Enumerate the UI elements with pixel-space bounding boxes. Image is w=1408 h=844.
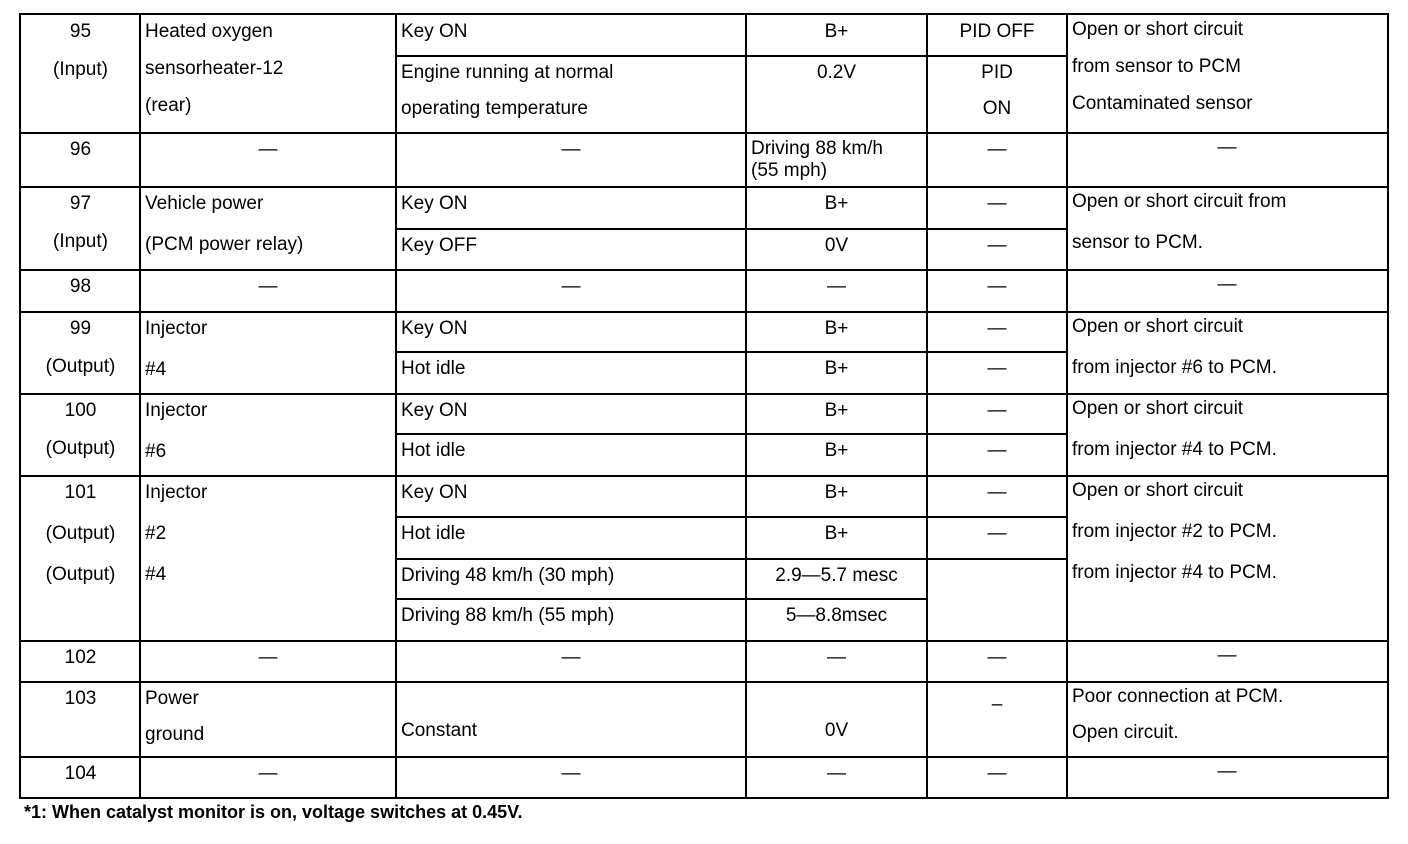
condition-text: Hot idle — [401, 440, 466, 461]
condition-text: Key ON — [401, 21, 468, 42]
pin-number: (Output) — [45, 438, 116, 459]
pin-number: (Output) — [45, 523, 116, 544]
signal-name: Injector — [145, 400, 208, 421]
pin-number: 102 — [64, 647, 97, 668]
pid-status: — — [987, 235, 1007, 256]
measured-value: B+ — [824, 358, 849, 379]
possible-cause: — — [1217, 761, 1237, 782]
condition-text: Key ON — [401, 318, 468, 339]
pid-status: — — [987, 482, 1007, 503]
row-divider — [21, 681, 1387, 683]
pin-number: 97 — [69, 193, 92, 214]
possible-cause: Open or short circuit — [1072, 316, 1244, 337]
signal-name: #4 — [145, 564, 167, 585]
pid-status: – — [991, 694, 1003, 715]
condition-text: Key OFF — [401, 235, 478, 256]
condition-text: Key ON — [401, 482, 468, 503]
possible-cause: sensor to PCM. — [1072, 232, 1203, 253]
condition-text: — — [561, 763, 581, 784]
possible-cause: Open or short circuit — [1072, 19, 1244, 40]
subrow-divider — [396, 558, 927, 560]
possible-cause: Open or short circuit — [1072, 480, 1244, 501]
possible-cause: from sensor to PCM — [1072, 56, 1241, 77]
pin-number: 96 — [69, 139, 92, 160]
pid-status: — — [987, 440, 1007, 461]
pin-number: (Input) — [53, 59, 108, 80]
condition-text: Driving 88 km/h (55 mph) — [401, 605, 615, 626]
pid-status: — — [987, 523, 1007, 544]
condition-text: Hot idle — [401, 358, 466, 379]
subrow-divider — [927, 433, 1067, 435]
possible-cause: Open or short circuit — [1072, 398, 1244, 419]
condition-text: Engine running at normal — [401, 62, 614, 83]
signal-name: Vehicle power — [145, 193, 264, 214]
measured-value: B+ — [824, 193, 849, 214]
condition-text: — — [561, 139, 581, 160]
subrow-divider — [396, 516, 927, 518]
footnote: *1: When catalyst monitor is on, voltage switches at 0.45V. — [24, 802, 523, 822]
possible-cause: — — [1217, 645, 1237, 666]
signal-name: #4 — [145, 359, 167, 380]
measured-value: B+ — [824, 482, 849, 503]
subrow-divider — [396, 598, 927, 600]
pin-number: (Input) — [53, 231, 108, 252]
signal-name: #2 — [145, 523, 167, 544]
condition-text: operating temperature — [401, 98, 588, 119]
possible-cause: Poor connection at PCM. — [1072, 686, 1284, 707]
pin-number: 95 — [69, 21, 92, 42]
condition-text: Key ON — [401, 400, 468, 421]
subrow-divider — [927, 228, 1067, 230]
signal-name: Heated oxygen — [145, 21, 273, 42]
pin-number: 104 — [64, 763, 97, 784]
possible-cause: Contaminated sensor — [1072, 93, 1253, 114]
possible-cause: Open circuit. — [1072, 722, 1179, 743]
condition-text: Key ON — [401, 193, 468, 214]
row-divider — [21, 269, 1387, 271]
row-divider — [21, 311, 1387, 313]
subrow-divider — [396, 351, 927, 353]
measured-value: 0.2V — [816, 62, 857, 83]
condition-text: — — [561, 276, 581, 297]
subrow-divider — [927, 558, 1067, 560]
pid-status: PID — [981, 62, 1013, 83]
row-divider — [21, 475, 1387, 477]
pid-status: — — [987, 276, 1007, 297]
pin-number: 103 — [64, 688, 97, 709]
condition-text: — — [561, 647, 581, 668]
signal-name: Injector — [145, 482, 208, 503]
row-divider — [21, 756, 1387, 758]
signal-name: (rear) — [145, 95, 192, 116]
subrow-divider — [396, 55, 927, 57]
subrow-divider — [927, 55, 1067, 57]
subrow-divider — [927, 351, 1067, 353]
signal-name: — — [258, 763, 278, 784]
row-divider — [21, 132, 1387, 134]
signal-name: #6 — [145, 441, 167, 462]
measured-value: 2.9—5.7 mesc — [775, 565, 898, 586]
pid-status: — — [987, 358, 1007, 379]
measured-value: — — [827, 763, 846, 784]
measured-value: — — [827, 647, 846, 668]
possible-cause: from injector #4 to PCM. — [1072, 439, 1277, 460]
condition-text: Driving 48 km/h (30 mph) — [401, 565, 615, 586]
pin-number: 98 — [69, 276, 92, 297]
possible-cause: — — [1217, 274, 1237, 295]
pid-status: — — [987, 193, 1007, 214]
signal-name: — — [258, 139, 278, 160]
pid-status: — — [987, 139, 1007, 160]
signal-name: — — [258, 276, 278, 297]
pid-status: — — [987, 763, 1007, 784]
row-divider — [21, 393, 1387, 395]
row-divider — [21, 640, 1387, 642]
measured-value: B+ — [824, 523, 849, 544]
pid-status: — — [987, 647, 1007, 668]
signal-name: Power — [145, 688, 199, 709]
condition-text: Constant — [401, 720, 478, 741]
measured-value: — — [827, 276, 846, 297]
subrow-divider — [396, 228, 927, 230]
measured-value: (55 mph) — [751, 160, 828, 181]
row-divider — [21, 186, 1387, 188]
pin-number: (Output) — [45, 356, 116, 377]
measured-value: Driving 88 km/h — [751, 138, 883, 159]
pin-number: 99 — [69, 318, 92, 339]
possible-cause: — — [1217, 137, 1237, 158]
signal-name: ground — [145, 724, 205, 745]
possible-cause: from injector #2 to PCM. — [1072, 521, 1277, 542]
possible-cause: from injector #4 to PCM. — [1072, 562, 1277, 583]
subrow-divider — [927, 516, 1067, 518]
signal-name: Injector — [145, 318, 208, 339]
condition-text: Hot idle — [401, 523, 466, 544]
measured-value: 0V — [824, 720, 849, 741]
pid-status: — — [987, 318, 1007, 339]
possible-cause: Open or short circuit from — [1072, 191, 1287, 212]
possible-cause: from injector #6 to PCM. — [1072, 357, 1277, 378]
pin-number: 100 — [64, 400, 97, 421]
measured-value: B+ — [824, 318, 849, 339]
subrow-divider — [396, 433, 927, 435]
pin-number: 101 — [64, 482, 97, 503]
measured-value: 0V — [824, 235, 849, 256]
measured-value: 5—8.8msec — [785, 605, 888, 626]
pin-number: (Output) — [45, 564, 116, 585]
pid-status: PID OFF — [959, 21, 1035, 42]
measured-value: B+ — [824, 440, 849, 461]
measured-value: B+ — [824, 400, 849, 421]
signal-name: (PCM power relay) — [145, 234, 304, 255]
pid-status: — — [987, 400, 1007, 421]
signal-name: sensorheater-12 — [145, 58, 284, 79]
measured-value: B+ — [824, 21, 849, 42]
pid-status: ON — [982, 98, 1012, 119]
signal-name: — — [258, 647, 278, 668]
